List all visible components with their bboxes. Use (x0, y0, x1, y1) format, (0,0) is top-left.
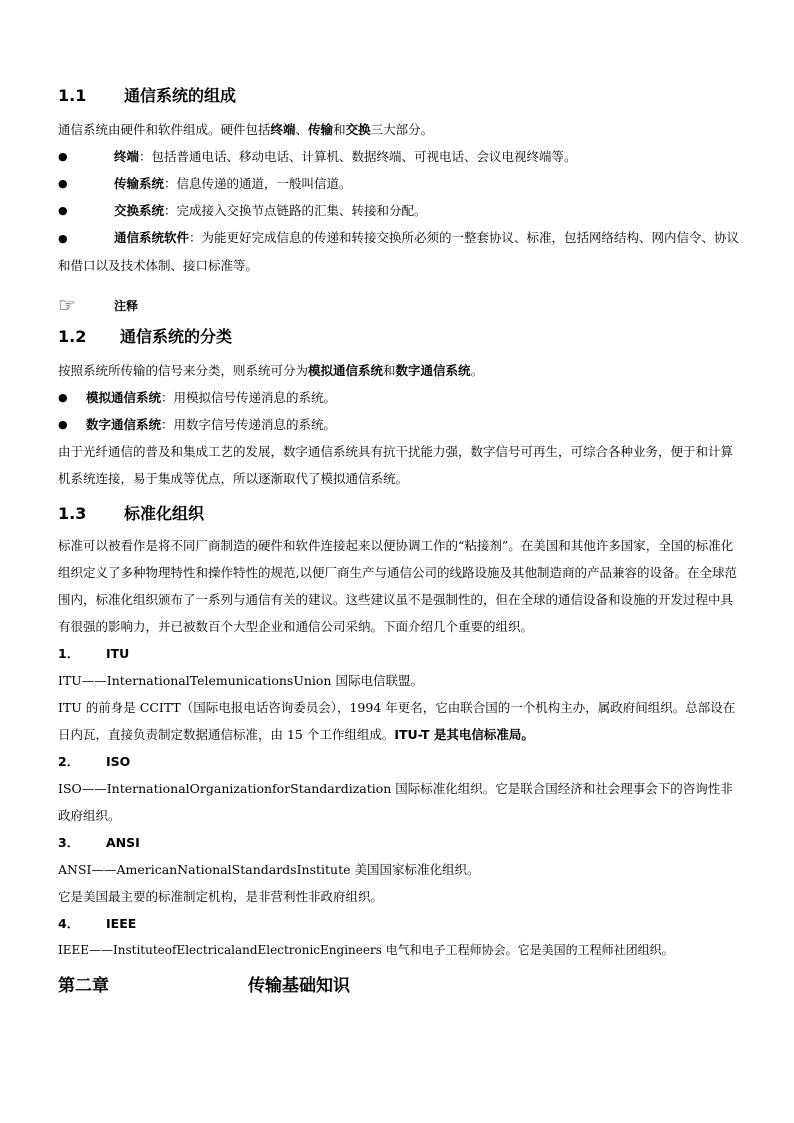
org-description: ANSI——AmericanNationalStandardsInstitute 美国国家标准化组织。 (58, 862, 480, 877)
document-page (58, 84, 744, 1000)
org-heading (58, 910, 744, 937)
bullet-text: ：用数字信号传递消息的系统。 (161, 417, 337, 432)
intro-bold-term: 传输 (308, 122, 334, 137)
bullet-term: 数字通信系统 (86, 417, 162, 432)
org-name: ITU (106, 646, 130, 661)
org-heading (58, 829, 744, 856)
list-item (58, 170, 744, 197)
bullet-text: ：包括普通电话、移动电话、计算机、数据终端、可视电话、会议电视终端等。 (139, 149, 577, 164)
list-item (58, 143, 744, 170)
org-description: 它是美国最主要的标准制定机构，是非营利性非政府组织。 (58, 889, 384, 904)
section-title: 标准化组织 (124, 504, 205, 523)
chapter-title: 传输基础知识 (248, 976, 350, 996)
org-description: ISO——InternationalOrganizationforStandardization 国际标准化组织。它是联合国经济和社会理事会下的咨询性非政府组织。 (58, 781, 733, 823)
intro-text: 和 (333, 122, 346, 137)
section-number: 1.3 (58, 504, 87, 523)
org-heading (58, 640, 744, 667)
list-item (58, 411, 744, 438)
intro-text: 、 (295, 122, 309, 137)
intro-bold-term: 终端 (270, 122, 296, 137)
section-number: 1.2 (58, 327, 87, 346)
bullet-icon: ● (58, 418, 68, 431)
org-name: ANSI (106, 835, 140, 850)
section-title: 通信系统的组成 (124, 86, 237, 105)
bullet-icon: ● (58, 150, 68, 163)
section-heading-1-2 (58, 325, 744, 349)
pointing-hand-icon: ☞ (58, 293, 76, 317)
bullet-term: 交换系统 (114, 203, 165, 218)
note-label: 注释 (114, 298, 139, 313)
section-heading-1-1 (58, 84, 744, 108)
intro-text: 按照系统所传输的信号来分类，则系统可分为 (58, 363, 309, 378)
org-heading (58, 748, 744, 775)
list-item (58, 224, 744, 279)
bullet-icon: ● (58, 177, 68, 190)
list-item (58, 197, 744, 224)
org-number: 1． (58, 646, 80, 661)
bullet-icon: ● (58, 232, 68, 245)
org-description (58, 694, 744, 748)
intro-text: 和 (383, 363, 396, 378)
intro-text: 三大部分。 (370, 122, 434, 137)
bullet-term: 终端 (114, 149, 140, 164)
intro-text: 通信系统由硬件和软件组成。硬件包括 (58, 122, 271, 137)
org-name: IEEE (106, 916, 137, 931)
org-description: IEEE——InstituteofElectricalandElectronicEngineers 电气和电子工程师协会。它是美国的工程师社团组织。 (58, 943, 674, 957)
bullet-icon: ● (58, 204, 68, 217)
section-title: 通信系统的分类 (120, 327, 233, 346)
org-number: 3． (58, 835, 80, 850)
chapter-label: 第二章 (58, 976, 109, 996)
section-intro (58, 116, 744, 143)
bullet-text: ：为能更好完成信息的传递和转接交换所必须的一整套协议、标准，包括网络结构、网内信令、协议和借口以及技术体制、接口标准等。 (58, 230, 740, 273)
list-item (58, 384, 744, 411)
intro-bold-term: 交换 (345, 122, 371, 137)
org-name: ISO (106, 754, 131, 769)
bullet-term: 模拟通信系统 (86, 390, 162, 405)
org-number: 4． (58, 916, 80, 931)
intro-bold-term: 模拟通信系统 (308, 363, 384, 378)
bullet-term: 通信系统软件 (114, 230, 190, 245)
section-heading-1-3 (58, 502, 744, 526)
paragraph: 由于光纤通信的普及和集成工艺的发展，数字通信系统具有抗干扰能力强，数字信号可再生，可综合各种业务，便于和计算机系统连接，易于集成等优点，所以逐渐取代了模拟通信系统。 (58, 444, 734, 486)
intro-bold-term: 数字通信系统 (395, 363, 471, 378)
bullet-term: 传输系统 (114, 176, 165, 191)
note (58, 293, 744, 317)
chapter-heading (58, 972, 744, 1000)
org-number: 2． (58, 754, 80, 769)
paragraph: 标准可以被看作是将不同厂商制造的硬件和软件连接起来以便协调工作的“粘接剂”。在美国和其他许多国家，全国的标准化组织定义了多种物理特性和操作特性的规范,以便厂商生产与通信公司的线路设施及其他制造商的产品兼容的设备。在全球范围内，标准化组织颁布了一系列与通信有关的建议。这些建议虽不是强制性的，但在全球的通信设备和设施的开发过程中具有很强的影响力，并已被数百个大型企业和通信公司采纳。下面介绍几个重要的组织。 (58, 538, 737, 634)
bullet-text: ：完成接入交换节点链路的汇集、转接和分配。 (164, 203, 427, 218)
org-bold-note: ITU-T 是其电信标准局。 (394, 727, 534, 742)
org-description-text: ITU 的前身是 CCITT（国际电报电话咨询委员会），1994 年更名，它由联合国的一个机构主办，属政府间组织。总部设在日内瓦，直接负责制定数据通信标准，由 15 个工作组组成。 (58, 700, 736, 742)
org-description: ITU——InternationalTelemunicationsUnion 国际电信联盟。 (58, 673, 423, 688)
section-number: 1.1 (58, 86, 87, 105)
bullet-icon: ● (58, 391, 68, 404)
bullet-text: ：信息传递的通道，一般叫信道。 (164, 176, 352, 191)
section-intro (58, 357, 744, 384)
bullet-text: ：用模拟信号传递消息的系统。 (161, 390, 337, 405)
intro-text: 。 (470, 363, 484, 378)
